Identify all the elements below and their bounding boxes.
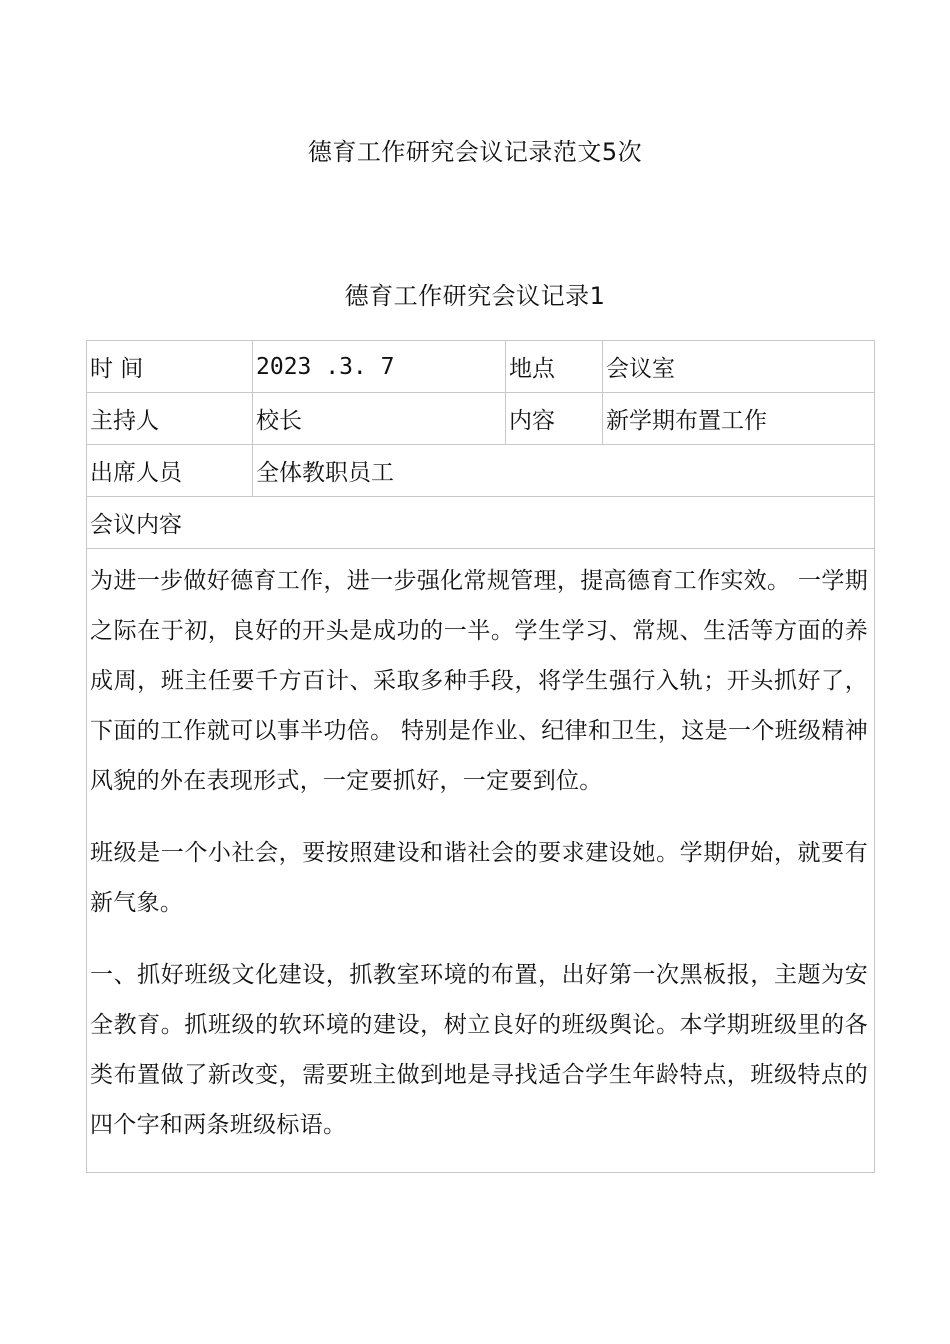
row-time-place [87, 341, 875, 393]
record-title: 德育工作研究会议记录1 [344, 282, 606, 310]
document-title: 德育工作研究会议记录范文5次 [307, 138, 643, 166]
minutes-label: 会议内容 [87, 497, 875, 549]
place-value: 会议室 [603, 341, 875, 393]
minutes-paragraph: 班级是一个小社会，要按照建设和谐社会的要求建设她。学期伊始，就要有新气象。 [90, 840, 868, 916]
row-minutes-content [87, 549, 875, 1173]
row-attendees [87, 445, 875, 497]
attendees-value: 全体教职员工 [253, 445, 875, 497]
content-value: 新学期布置工作 [603, 393, 875, 445]
host-label: 主持人 [87, 393, 253, 445]
attendees-label: 出席人员 [87, 445, 253, 497]
host-value: 校长 [253, 393, 506, 445]
minutes-paragraph: 为进一步做好德育工作，进一步强化常规管理，提高德育工作实效。 一学期之际在于初，良好的开头是成功的一半。学生学习、常规、生活等方面的养成周，班主任要千方百计、采取多种手段，将学生强行入轨；开头抓好了，下面的工作就可以事半功倍。 特别是作业、纪律和卫生，这是一个班级精神风貌的外在表现形式，一定要抓好，一定要到位。 [90, 568, 868, 794]
minutes-content [87, 549, 875, 1173]
time-value: 2023 .3. 7 [253, 341, 506, 393]
row-minutes-label [87, 497, 875, 549]
time-label: 时 间 [87, 341, 253, 393]
meeting-record-table [86, 340, 875, 1173]
row-host-content [87, 393, 875, 445]
minutes-paragraph: 一、抓好班级文化建设，抓教室环境的布置，出好第一次黑板报，主题为安全教育。抓班级的软环境的建设，树立良好的班级舆论。本学期班级里的各类布置做了新改变，需要班主做到地是寻找适合学生年龄特点，班级特点的四个字和两条班级标语。 [90, 962, 868, 1138]
content-label: 内容 [506, 393, 603, 445]
place-label: 地点 [506, 341, 603, 393]
